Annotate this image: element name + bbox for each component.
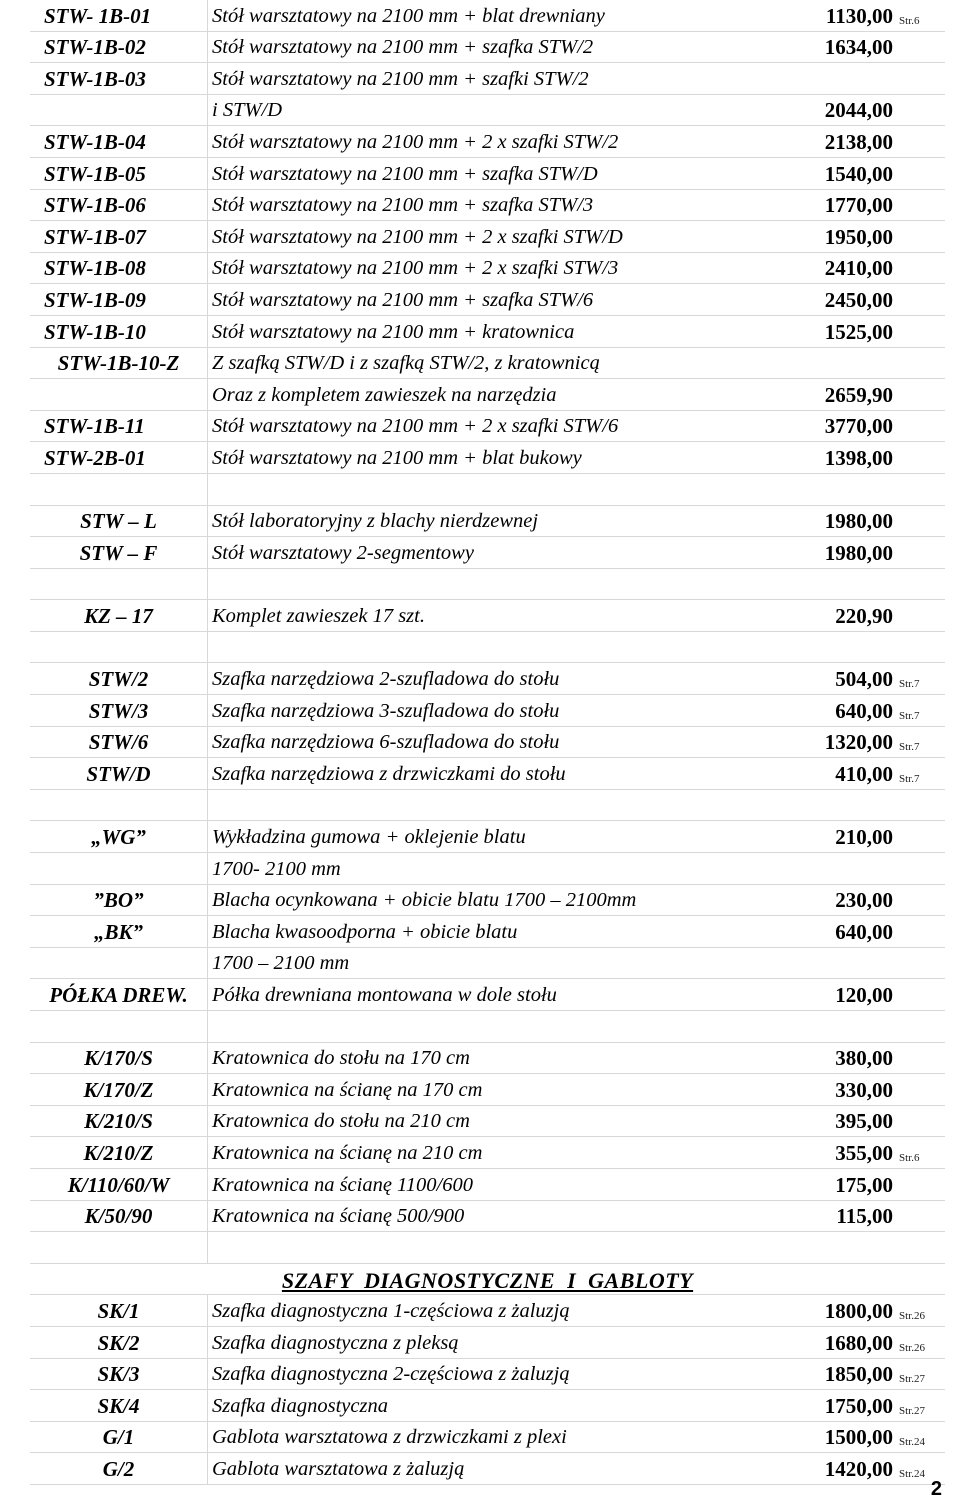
- table-row: [30, 158, 945, 190]
- product-code: STW-1B-03: [30, 63, 208, 94]
- product-description: [208, 1232, 710, 1263]
- product-description: Stół warsztatowy na 2100 mm + szafka STW/6: [212, 288, 594, 311]
- product-description: Kratownica na ścianę 1100/600: [212, 1173, 473, 1196]
- product-price: [710, 632, 893, 663]
- product-price: 1500,00: [824, 1425, 893, 1450]
- product-description: Kratownica na ścianę na 170 cm: [212, 1078, 483, 1101]
- product-price: 640,00: [835, 698, 893, 723]
- product-code: STW – L: [30, 506, 208, 537]
- product-code: STW-1B-02: [30, 32, 208, 63]
- table-row: [30, 411, 945, 443]
- product-price: 1420,00: [824, 1456, 893, 1481]
- table-row: [30, 1390, 945, 1422]
- table-row: [30, 727, 945, 759]
- product-code: [30, 853, 208, 884]
- page-reference: [893, 979, 943, 1010]
- product-code: SK/3: [30, 1359, 208, 1390]
- product-price: [710, 569, 893, 600]
- page-reference: [893, 348, 943, 379]
- page-reference: [893, 632, 943, 663]
- product-price: 330,00: [835, 1077, 893, 1102]
- product-code: „WG”: [30, 821, 208, 852]
- table-row: [30, 190, 945, 222]
- table-row: [30, 1074, 945, 1106]
- table-row: [30, 1137, 945, 1169]
- page-reference: [893, 32, 943, 63]
- product-price: 640,00: [835, 919, 893, 944]
- table-row: [30, 95, 945, 127]
- product-code: [30, 632, 208, 663]
- product-description: [208, 1011, 710, 1042]
- product-description: Z szafką STW/D i z szafką STW/2, z kratownicą: [212, 352, 600, 375]
- product-description: Szafka diagnostyczna 2-częściowa z żaluzją: [212, 1363, 570, 1386]
- table-row: [30, 758, 945, 790]
- table-row: [30, 0, 945, 32]
- product-description: Stół warsztatowy na 2100 mm + szafka STW/2: [212, 36, 594, 59]
- page-reference: [893, 63, 943, 94]
- product-code: [30, 1011, 208, 1042]
- product-code: SK/1: [30, 1295, 208, 1326]
- product-code: G/1: [30, 1422, 208, 1453]
- product-description: i STW/D: [212, 99, 283, 122]
- product-description: [208, 790, 710, 821]
- product-description: Szafka narzędziowa 2-szufladowa do stołu: [212, 668, 560, 691]
- product-price: 1950,00: [824, 224, 893, 249]
- product-price: [710, 790, 893, 821]
- product-price: 1398,00: [824, 445, 893, 470]
- table-row: [30, 790, 945, 822]
- page-reference: Str.27: [899, 1404, 925, 1417]
- page-reference: [893, 1011, 943, 1042]
- product-description: Kratownica na ścianę na 210 cm: [212, 1141, 483, 1164]
- page-reference: [893, 790, 943, 821]
- product-code: STW-1B-04: [30, 126, 208, 157]
- table-row: [30, 1453, 945, 1485]
- product-price: 2410,00: [824, 256, 893, 281]
- product-price: 410,00: [835, 761, 893, 786]
- table-row: [30, 506, 945, 538]
- product-price: 2044,00: [824, 98, 893, 123]
- page-reference: [893, 1201, 943, 1232]
- table-row: [30, 1169, 945, 1201]
- page-reference: [893, 537, 943, 568]
- product-description: 1700- 2100 mm: [212, 857, 341, 880]
- table-row: [30, 284, 945, 316]
- product-price: 115,00: [836, 1204, 893, 1229]
- page-reference: [893, 853, 943, 884]
- product-price: [710, 63, 893, 94]
- product-price: 1980,00: [824, 509, 893, 534]
- table-row: [30, 32, 945, 64]
- product-price: 1320,00: [824, 730, 893, 755]
- product-price: 1800,00: [824, 1298, 893, 1323]
- product-price: 3770,00: [824, 414, 893, 439]
- product-description: [208, 474, 710, 505]
- page-reference: [893, 916, 943, 947]
- product-code: [30, 569, 208, 600]
- table-row: [30, 1422, 945, 1454]
- diagnostic-table: [30, 1295, 945, 1485]
- product-description: Szafka diagnostyczna: [212, 1394, 388, 1417]
- product-description: Stół warsztatowy 2-segmentowy: [212, 541, 474, 564]
- page-reference: Str.7: [899, 678, 920, 691]
- page-reference: Str.7: [899, 709, 920, 722]
- product-price: 175,00: [835, 1172, 893, 1197]
- page-reference: Str.7: [899, 772, 920, 785]
- page-reference: Str.26: [899, 1309, 925, 1322]
- product-description: Szafka diagnostyczna z pleksą: [212, 1331, 459, 1354]
- page-reference: [893, 126, 943, 157]
- table-row: [30, 348, 945, 380]
- product-price: 1525,00: [824, 319, 893, 344]
- product-description: Półka drewniana montowana w dole stołu: [212, 984, 557, 1006]
- page-reference: [893, 1043, 943, 1074]
- page-reference: Str.26: [899, 1341, 925, 1354]
- product-code: [30, 474, 208, 505]
- product-description: Szafka narzędziowa 6-szufladowa do stołu: [212, 731, 560, 754]
- product-description: Wykładzina gumowa + oklejenie blatu: [212, 826, 526, 849]
- table-row: [30, 916, 945, 948]
- page-reference: [893, 474, 943, 505]
- table-row: [30, 1201, 945, 1233]
- product-price: 504,00: [835, 667, 893, 692]
- page-number: 2: [930, 1478, 942, 1500]
- product-code: K/50/90: [30, 1201, 208, 1232]
- page-reference: Str.7: [899, 741, 920, 754]
- product-description: Stół warsztatowy na 2100 mm + szafki STW/2: [212, 67, 589, 90]
- page-reference: [893, 316, 943, 347]
- product-code: STW/6: [30, 727, 208, 758]
- page-reference: [893, 379, 943, 410]
- page-reference: Str.27: [899, 1373, 925, 1386]
- table-row: [30, 1295, 945, 1327]
- product-description: Blacha kwasoodporna + obicie blatu: [212, 920, 518, 943]
- table-row: [30, 474, 945, 506]
- page-reference: [893, 1106, 943, 1137]
- product-description: Stół warsztatowy na 2100 mm + szafka STW/D: [212, 162, 598, 185]
- product-description: Komplet zawieszek 17 szt.: [212, 604, 425, 627]
- product-description: Szafka narzędziowa 3-szufladowa do stołu: [212, 699, 560, 722]
- product-price: [710, 948, 893, 979]
- page-reference: [893, 1074, 943, 1105]
- product-description: Szafka narzędziowa z drzwiczkami do stołu: [212, 762, 566, 785]
- product-code: [30, 948, 208, 979]
- page-reference: [893, 600, 943, 631]
- table-row: [30, 63, 945, 95]
- product-description: Stół warsztatowy na 2100 mm + 2 x szafki STW/D: [212, 225, 623, 248]
- product-description: Stół warsztatowy na 2100 mm + 2 x szafki STW/2: [212, 130, 619, 153]
- product-code: K/210/S: [30, 1106, 208, 1137]
- product-description: 1700 – 2100 mm: [212, 952, 350, 975]
- product-price: 120,00: [835, 983, 893, 1007]
- product-price: 2138,00: [824, 129, 893, 154]
- product-code: STW- 1B-01: [30, 0, 208, 31]
- product-description: Kratownica na ścianę 500/900: [212, 1205, 465, 1228]
- product-price: 1680,00: [824, 1330, 893, 1355]
- table-row: [30, 948, 945, 980]
- table-row: [30, 316, 945, 348]
- table-row: [30, 126, 945, 158]
- product-description: Gablota warsztatowa z żaluzją: [212, 1457, 465, 1480]
- product-price: 1540,00: [824, 161, 893, 186]
- product-price: 2659,90: [824, 382, 893, 407]
- page-reference: [893, 284, 943, 315]
- table-row: [30, 695, 945, 727]
- product-code: STW-1B-10: [30, 316, 208, 347]
- product-description: Stół warsztatowy na 2100 mm + blat drewniany: [212, 4, 605, 27]
- product-description: Stół warsztatowy na 2100 mm + kratownica: [212, 320, 575, 343]
- product-price: [710, 1011, 893, 1042]
- product-price: 210,00: [835, 825, 893, 850]
- table-row: [30, 632, 945, 664]
- product-price: 1634,00: [824, 35, 893, 60]
- page-reference: [893, 569, 943, 600]
- product-price: [710, 348, 893, 379]
- product-description: Szafka diagnostyczna 1-częściowa z żaluzją: [212, 1299, 570, 1322]
- product-code: STW-1B-11: [30, 411, 208, 442]
- page-reference: [893, 821, 943, 852]
- product-description: Stół warsztatowy na 2100 mm + 2 x szafki STW/6: [212, 415, 619, 438]
- product-description: Kratownica do stołu na 170 cm: [212, 1047, 470, 1070]
- product-price: 1850,00: [824, 1362, 893, 1387]
- product-description: Gablota warsztatowa z drzwiczkami z plexi: [212, 1426, 567, 1449]
- page-reference: [893, 253, 943, 284]
- product-code: STW-1B-09: [30, 284, 208, 315]
- product-price: [710, 474, 893, 505]
- table-row: [30, 1011, 945, 1043]
- product-description: Blacha ocynkowana + obicie blatu 1700 – 2100mm: [212, 889, 637, 912]
- table-row: [30, 253, 945, 285]
- product-price: 380,00: [835, 1046, 893, 1071]
- product-code: STW-2B-01: [30, 442, 208, 473]
- product-code: ”BO”: [30, 885, 208, 916]
- product-description: Stół warsztatowy na 2100 mm + szafka STW/3: [212, 194, 594, 217]
- product-price: 1130,00: [825, 3, 893, 28]
- product-code: „BK”: [30, 916, 208, 947]
- product-code: STW/D: [30, 758, 208, 789]
- page-reference: [893, 411, 943, 442]
- table-row: [30, 1106, 945, 1138]
- table-row: [30, 1359, 945, 1391]
- product-code: G/2: [30, 1453, 208, 1484]
- product-code: STW-1B-07: [30, 221, 208, 252]
- table-row: [30, 853, 945, 885]
- product-price: 1770,00: [824, 193, 893, 218]
- table-row: [30, 569, 945, 601]
- product-code: STW/3: [30, 695, 208, 726]
- table-row: [30, 663, 945, 695]
- product-price: 395,00: [835, 1109, 893, 1134]
- product-description: [208, 632, 710, 663]
- page-reference: Str.6: [899, 1151, 920, 1164]
- product-code: STW/2: [30, 663, 208, 694]
- product-price: [710, 853, 893, 884]
- page-reference: [893, 1169, 943, 1200]
- product-code: STW-1B-10-Z: [30, 348, 208, 379]
- page-reference: [893, 1232, 943, 1263]
- product-price: 220,90: [835, 603, 893, 628]
- section-title: SZAFY DIAGNOSTYCZNE I GABLOTY: [281, 1268, 694, 1294]
- table-row: [30, 537, 945, 569]
- page-reference: Str.6: [899, 14, 920, 27]
- page-reference: [893, 442, 943, 473]
- product-code: K/210/Z: [30, 1137, 208, 1168]
- product-code: STW-1B-05: [30, 158, 208, 189]
- page-reference: [893, 948, 943, 979]
- product-code: SK/4: [30, 1390, 208, 1421]
- product-description: Stół laboratoryjny z blachy nierdzewnej: [212, 510, 539, 533]
- product-code: K/170/Z: [30, 1074, 208, 1105]
- product-code: KZ – 17: [30, 600, 208, 631]
- product-code: [30, 95, 208, 126]
- table-row: [30, 379, 945, 411]
- product-code: STW-1B-06: [30, 190, 208, 221]
- product-code: PÓŁKA DREW.: [30, 979, 208, 1010]
- price-list: [30, 0, 945, 1485]
- product-description: [208, 569, 710, 600]
- table-row: [30, 1043, 945, 1075]
- page-reference: [893, 158, 943, 189]
- product-price: 1750,00: [824, 1393, 893, 1418]
- product-description: Stół warsztatowy na 2100 mm + blat bukowy: [212, 446, 582, 469]
- product-code: [30, 790, 208, 821]
- page-reference: [893, 95, 943, 126]
- page-reference: [893, 221, 943, 252]
- page-reference: Str.24: [899, 1436, 925, 1449]
- product-code: SK/2: [30, 1327, 208, 1358]
- price-table: [30, 0, 945, 1264]
- page-reference: [893, 885, 943, 916]
- table-row: [30, 221, 945, 253]
- table-row: [30, 600, 945, 632]
- table-row: [30, 885, 945, 917]
- product-price: 2450,00: [824, 287, 893, 312]
- product-code: STW-1B-08: [30, 253, 208, 284]
- table-row: [30, 1232, 945, 1264]
- product-description: Stół warsztatowy na 2100 mm + 2 x szafki STW/3: [212, 257, 619, 280]
- section-title-row: [30, 1264, 945, 1296]
- product-description: Kratownica do stołu na 210 cm: [212, 1110, 470, 1133]
- page-reference: Str.24: [899, 1467, 925, 1480]
- product-price: 1980,00: [824, 540, 893, 565]
- product-code: K/110/60/W: [30, 1169, 208, 1200]
- product-code: [30, 379, 208, 410]
- product-code: K/170/S: [30, 1043, 208, 1074]
- product-code: [30, 1232, 208, 1263]
- table-row: [30, 1327, 945, 1359]
- product-price: 355,00: [835, 1140, 893, 1165]
- table-row: [30, 442, 945, 474]
- product-price: [710, 1232, 893, 1263]
- product-description: Oraz z kompletem zawieszek na narzędzia: [212, 383, 557, 406]
- product-price: 230,00: [835, 888, 893, 913]
- product-code: STW – F: [30, 537, 208, 568]
- page-reference: [893, 506, 943, 537]
- table-row: [30, 821, 945, 853]
- page-reference: [893, 190, 943, 221]
- table-row: [30, 979, 945, 1011]
